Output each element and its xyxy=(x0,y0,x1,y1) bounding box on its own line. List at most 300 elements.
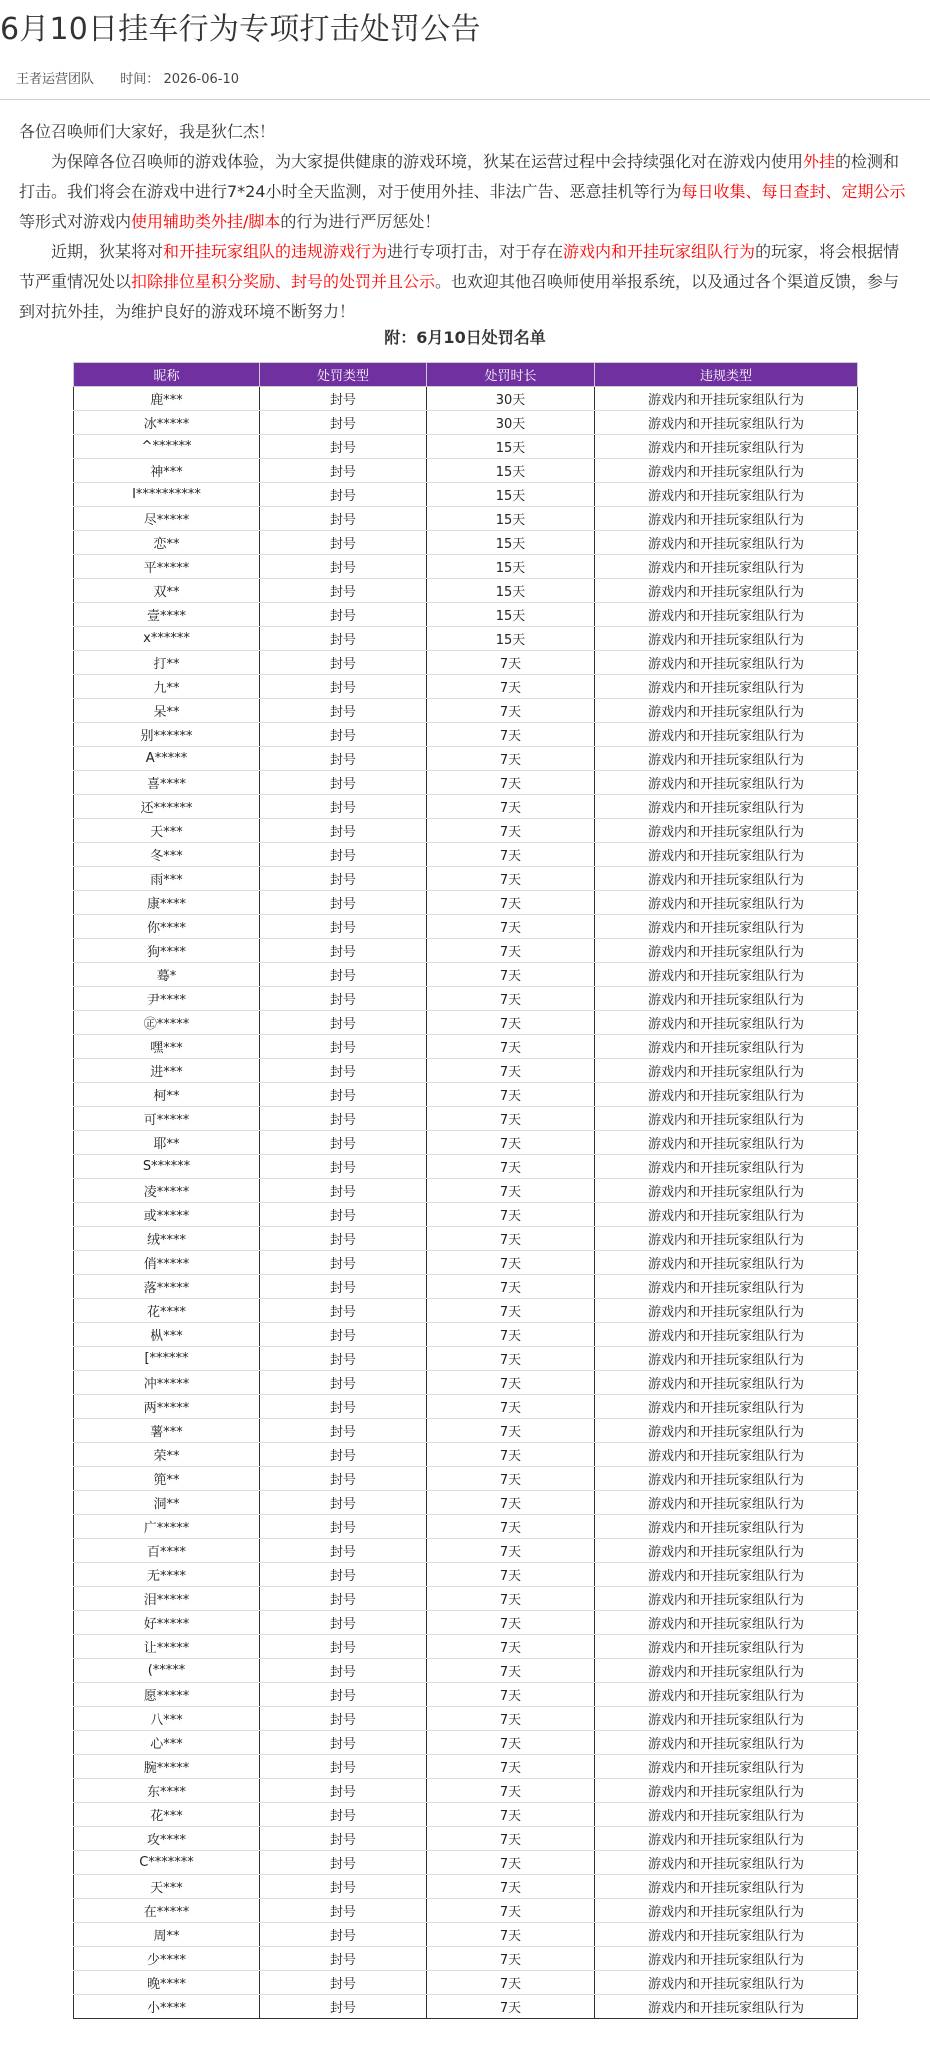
time-label: 时间： xyxy=(120,72,160,87)
violation-cell: 游戏内和开挂玩家组队行为 xyxy=(595,1347,858,1371)
violation-cell: 游戏内和开挂玩家组队行为 xyxy=(595,1779,858,1803)
nickname-cell: 晚**** xyxy=(74,1971,260,1995)
punish-type-cell: 封号 xyxy=(260,1659,427,1683)
duration-cell: 15天 xyxy=(427,555,595,579)
duration-cell: 7天 xyxy=(427,699,595,723)
nickname-cell: ^****** xyxy=(74,435,260,459)
violation-cell: 游戏内和开挂玩家组队行为 xyxy=(595,1179,858,1203)
table-row xyxy=(74,1611,858,1635)
table-row xyxy=(74,1059,858,1083)
punish-type-cell: 封号 xyxy=(260,1803,427,1827)
punish-type-cell: 封号 xyxy=(260,1299,427,1323)
text: 进行专项打击，对于存在 xyxy=(387,242,564,261)
punish-type-cell: 封号 xyxy=(260,795,427,819)
duration-cell: 7天 xyxy=(427,1515,595,1539)
nickname-cell: 篼** xyxy=(74,1467,260,1491)
table-row xyxy=(74,1347,858,1371)
duration-cell: 7天 xyxy=(427,651,595,675)
duration-cell: 7天 xyxy=(427,1923,595,1947)
violation-cell: 游戏内和开挂玩家组队行为 xyxy=(595,1899,858,1923)
table-row xyxy=(74,795,858,819)
duration-cell: 7天 xyxy=(427,1011,595,1035)
punish-type-cell: 封号 xyxy=(260,1059,427,1083)
duration-cell: 7天 xyxy=(427,1443,595,1467)
nickname-cell: ㊣***** xyxy=(74,1011,260,1035)
duration-cell: 15天 xyxy=(427,459,595,483)
duration-cell: 7天 xyxy=(427,987,595,1011)
duration-cell: 7天 xyxy=(427,1395,595,1419)
table-row xyxy=(74,627,858,651)
punish-type-cell: 封号 xyxy=(260,1347,427,1371)
duration-cell: 15天 xyxy=(427,579,595,603)
violation-cell: 游戏内和开挂玩家组队行为 xyxy=(595,675,858,699)
paragraph-2 xyxy=(19,237,911,327)
table-row xyxy=(74,1851,858,1875)
duration-cell: 7天 xyxy=(427,1779,595,1803)
violation-cell: 游戏内和开挂玩家组队行为 xyxy=(595,939,858,963)
violation-cell: 游戏内和开挂玩家组队行为 xyxy=(595,843,858,867)
nickname-cell: 心*** xyxy=(74,1731,260,1755)
punish-type-cell: 封号 xyxy=(260,1323,427,1347)
violation-cell: 游戏内和开挂玩家组队行为 xyxy=(595,1515,858,1539)
violation-cell: 游戏内和开挂玩家组队行为 xyxy=(595,1011,858,1035)
text: 等形式对游戏内 xyxy=(19,212,132,231)
nickname-cell: 让***** xyxy=(74,1635,260,1659)
violation-cell: 游戏内和开挂玩家组队行为 xyxy=(595,1707,858,1731)
nickname-cell: x****** xyxy=(74,627,260,651)
punish-type-cell: 封号 xyxy=(260,1611,427,1635)
article-meta xyxy=(16,68,239,87)
table-row xyxy=(74,1587,858,1611)
nickname-cell: 嘿*** xyxy=(74,1035,260,1059)
violation-cell: 游戏内和开挂玩家组队行为 xyxy=(595,1227,858,1251)
violation-cell: 游戏内和开挂玩家组队行为 xyxy=(595,1131,858,1155)
duration-cell: 7天 xyxy=(427,1491,595,1515)
duration-cell: 7天 xyxy=(427,1107,595,1131)
punish-type-cell: 封号 xyxy=(260,843,427,867)
table-row xyxy=(74,1827,858,1851)
duration-cell: 30天 xyxy=(427,387,595,411)
text: 。也欢迎其他召唤师使用举报系统，以及通过各个渠道反馈，参与到对抗外挂，为维护良好的游戏环境不断努力！ xyxy=(19,272,900,321)
duration-cell: 7天 xyxy=(427,1323,595,1347)
nickname-cell: 可***** xyxy=(74,1107,260,1131)
violation-cell: 游戏内和开挂玩家组队行为 xyxy=(595,1683,858,1707)
duration-cell: 7天 xyxy=(427,867,595,891)
duration-cell: 7天 xyxy=(427,723,595,747)
violation-cell: 游戏内和开挂玩家组队行为 xyxy=(595,987,858,1011)
punish-type-cell: 封号 xyxy=(260,531,427,555)
duration-cell: 7天 xyxy=(427,1419,595,1443)
violation-cell: 游戏内和开挂玩家组队行为 xyxy=(595,1107,858,1131)
table-row xyxy=(74,507,858,531)
nickname-cell: 尽***** xyxy=(74,507,260,531)
duration-cell: 7天 xyxy=(427,1155,595,1179)
violation-cell: 游戏内和开挂玩家组队行为 xyxy=(595,411,858,435)
nickname-cell: 攻**** xyxy=(74,1827,260,1851)
punish-type-cell: 封号 xyxy=(260,651,427,675)
nickname-cell: 东**** xyxy=(74,1779,260,1803)
article-body xyxy=(19,117,911,327)
nickname-cell: 薯*** xyxy=(74,1419,260,1443)
table-row xyxy=(74,819,858,843)
violation-cell: 游戏内和开挂玩家组队行为 xyxy=(595,1467,858,1491)
punish-type-cell: 封号 xyxy=(260,1083,427,1107)
nickname-cell: 八*** xyxy=(74,1707,260,1731)
violation-cell: 游戏内和开挂玩家组队行为 xyxy=(595,603,858,627)
duration-cell: 30天 xyxy=(427,411,595,435)
duration-cell: 7天 xyxy=(427,963,595,987)
nickname-cell: 好***** xyxy=(74,1611,260,1635)
duration-cell: 7天 xyxy=(427,1659,595,1683)
table-row xyxy=(74,891,858,915)
punish-type-cell: 封号 xyxy=(260,1947,427,1971)
duration-cell: 15天 xyxy=(427,435,595,459)
table-row xyxy=(74,1947,858,1971)
nickname-cell: 在***** xyxy=(74,1899,260,1923)
table-row xyxy=(74,1875,858,1899)
violation-cell: 游戏内和开挂玩家组队行为 xyxy=(595,1827,858,1851)
table-row xyxy=(74,1107,858,1131)
text: 的行为进行严厉惩处！ xyxy=(280,212,441,231)
text: 为保障各位召唤师的游戏体验，为大家提供健康的游戏环境，狄某在运营过程中会持续强化对在游戏内使用 xyxy=(51,152,804,171)
table-row xyxy=(74,1203,858,1227)
violation-cell: 游戏内和开挂玩家组队行为 xyxy=(595,1155,858,1179)
nickname-cell: 俏***** xyxy=(74,1251,260,1275)
paragraph-1 xyxy=(19,147,911,237)
punish-type-cell: 封号 xyxy=(260,867,427,891)
table-row xyxy=(74,1515,858,1539)
nickname-cell: 别****** xyxy=(74,723,260,747)
nickname-cell: A***** xyxy=(74,747,260,771)
nickname-cell: 天*** xyxy=(74,819,260,843)
duration-cell: 7天 xyxy=(427,1851,595,1875)
violation-cell: 游戏内和开挂玩家组队行为 xyxy=(595,1923,858,1947)
punish-type-cell: 封号 xyxy=(260,1971,427,1995)
table-row xyxy=(74,1995,858,2019)
violation-cell: 游戏内和开挂玩家组队行为 xyxy=(595,1947,858,1971)
violation-cell: 游戏内和开挂玩家组队行为 xyxy=(595,795,858,819)
text: 的玩家，将会根据情节严重情况处以 xyxy=(19,242,900,291)
punish-type-cell: 封号 xyxy=(260,1179,427,1203)
punish-type-cell: 封号 xyxy=(260,1635,427,1659)
punish-type-cell: 封号 xyxy=(260,1515,427,1539)
duration-cell: 7天 xyxy=(427,1755,595,1779)
duration-cell: 7天 xyxy=(427,747,595,771)
duration-cell: 7天 xyxy=(427,1587,595,1611)
text: 的检测和打击。我们将会在游戏中进行7*24小时全天监测，对于使用外挂、非法广告、恶意挂机等行为 xyxy=(19,152,900,201)
violation-cell: 游戏内和开挂玩家组队行为 xyxy=(595,1731,858,1755)
nickname-cell: (***** xyxy=(74,1659,260,1683)
violation-cell: 游戏内和开挂玩家组队行为 xyxy=(595,1035,858,1059)
punish-type-cell: 封号 xyxy=(260,1851,427,1875)
punish-type-cell: 封号 xyxy=(260,1587,427,1611)
table-row xyxy=(74,651,858,675)
violation-cell: 游戏内和开挂玩家组队行为 xyxy=(595,819,858,843)
punish-type-cell: 封号 xyxy=(260,915,427,939)
table-row xyxy=(74,1227,858,1251)
duration-cell: 7天 xyxy=(427,1875,595,1899)
nickname-cell: 耶** xyxy=(74,1131,260,1155)
publish-date: 2026-06-10 xyxy=(163,72,240,87)
violation-cell: 游戏内和开挂玩家组队行为 xyxy=(595,1083,858,1107)
punish-type-cell: 封号 xyxy=(260,555,427,579)
violation-cell: 游戏内和开挂玩家组队行为 xyxy=(595,867,858,891)
punish-type-cell: 封号 xyxy=(260,1395,427,1419)
nickname-cell: 泪***** xyxy=(74,1587,260,1611)
punish-type-cell: 封号 xyxy=(260,507,427,531)
punish-type-cell: 封号 xyxy=(260,483,427,507)
table-row xyxy=(74,1131,858,1155)
violation-cell: 游戏内和开挂玩家组队行为 xyxy=(595,1635,858,1659)
violation-cell: 游戏内和开挂玩家组队行为 xyxy=(595,1659,858,1683)
page-title: 6月10日挂车行为专项打击处罚公告 xyxy=(0,12,481,47)
nickname-cell: 花**** xyxy=(74,1299,260,1323)
duration-cell: 7天 xyxy=(427,1467,595,1491)
table-row xyxy=(74,1659,858,1683)
nickname-cell: C******* xyxy=(74,1851,260,1875)
punish-type-cell: 封号 xyxy=(260,675,427,699)
nickname-cell: 枞*** xyxy=(74,1323,260,1347)
punish-type-cell: 封号 xyxy=(260,819,427,843)
violation-cell: 游戏内和开挂玩家组队行为 xyxy=(595,507,858,531)
violation-cell: 游戏内和开挂玩家组队行为 xyxy=(595,1443,858,1467)
table-row xyxy=(74,1251,858,1275)
table-row xyxy=(74,555,858,579)
duration-cell: 7天 xyxy=(427,1179,595,1203)
nickname-cell: 腕***** xyxy=(74,1755,260,1779)
table-row xyxy=(74,1011,858,1035)
punish-type-cell: 封号 xyxy=(260,1779,427,1803)
violation-cell: 游戏内和开挂玩家组队行为 xyxy=(595,723,858,747)
punish-type-cell: 封号 xyxy=(260,603,427,627)
duration-cell: 7天 xyxy=(427,1971,595,1995)
table-row xyxy=(74,1803,858,1827)
nickname-cell: 天*** xyxy=(74,1875,260,1899)
violation-cell: 游戏内和开挂玩家组队行为 xyxy=(595,699,858,723)
highlight-text: 和开挂玩家组队的违规游戏行为 xyxy=(163,242,388,261)
nickname-cell: 蓦* xyxy=(74,963,260,987)
duration-cell: 7天 xyxy=(427,843,595,867)
table-row xyxy=(74,579,858,603)
table-row xyxy=(74,723,858,747)
punish-type-cell: 封号 xyxy=(260,387,427,411)
violation-cell: 游戏内和开挂玩家组队行为 xyxy=(595,579,858,603)
duration-cell: 7天 xyxy=(427,1539,595,1563)
violation-cell: 游戏内和开挂玩家组队行为 xyxy=(595,459,858,483)
violation-cell: 游戏内和开挂玩家组队行为 xyxy=(595,1323,858,1347)
table-row xyxy=(74,1083,858,1107)
nickname-cell: 柯** xyxy=(74,1083,260,1107)
punish-type-cell: 封号 xyxy=(260,1707,427,1731)
duration-cell: 7天 xyxy=(427,1683,595,1707)
nickname-cell: 还****** xyxy=(74,795,260,819)
duration-cell: 7天 xyxy=(427,891,595,915)
table-header-row xyxy=(74,363,858,387)
nickname-cell: 花*** xyxy=(74,1803,260,1827)
nickname-cell: 康**** xyxy=(74,891,260,915)
duration-cell: 7天 xyxy=(427,1947,595,1971)
table-row xyxy=(74,1179,858,1203)
duration-cell: 7天 xyxy=(427,939,595,963)
punish-type-cell: 封号 xyxy=(260,747,427,771)
violation-cell: 游戏内和开挂玩家组队行为 xyxy=(595,1971,858,1995)
violation-cell: 游戏内和开挂玩家组队行为 xyxy=(595,1875,858,1899)
punish-type-cell: 封号 xyxy=(260,1899,427,1923)
punish-type-cell: 封号 xyxy=(260,1755,427,1779)
table-row xyxy=(74,1707,858,1731)
punishment-table xyxy=(73,362,858,2019)
nickname-cell: 进*** xyxy=(74,1059,260,1083)
nickname-cell: 周** xyxy=(74,1923,260,1947)
table-row xyxy=(74,867,858,891)
duration-cell: 7天 xyxy=(427,1227,595,1251)
table-body xyxy=(74,387,858,2019)
nickname-cell: [****** xyxy=(74,1347,260,1371)
header-punish-type: 处罚类型 xyxy=(260,363,427,387)
violation-cell: 游戏内和开挂玩家组队行为 xyxy=(595,1491,858,1515)
punish-type-cell: 封号 xyxy=(260,627,427,651)
punish-type-cell: 封号 xyxy=(260,771,427,795)
author: 王者运营团队 xyxy=(16,72,95,87)
violation-cell: 游戏内和开挂玩家组队行为 xyxy=(595,1395,858,1419)
header-violation: 违规类型 xyxy=(595,363,858,387)
duration-cell: 7天 xyxy=(427,771,595,795)
violation-cell: 游戏内和开挂玩家组队行为 xyxy=(595,771,858,795)
header-duration: 处罚时长 xyxy=(427,363,595,387)
table-row xyxy=(74,1299,858,1323)
punish-type-cell: 封号 xyxy=(260,1995,427,2019)
punish-type-cell: 封号 xyxy=(260,891,427,915)
punish-type-cell: 封号 xyxy=(260,1443,427,1467)
highlight-text: 游戏内和开挂玩家组队行为 xyxy=(563,242,756,261)
violation-cell: 游戏内和开挂玩家组队行为 xyxy=(595,1803,858,1827)
punish-type-cell: 封号 xyxy=(260,987,427,1011)
duration-cell: 15天 xyxy=(427,627,595,651)
nickname-cell: 鹿*** xyxy=(74,387,260,411)
table-row xyxy=(74,1443,858,1467)
greeting: 各位召唤师们大家好，我是狄仁杰！ xyxy=(19,122,276,141)
table-row xyxy=(74,1635,858,1659)
nickname-cell: 打** xyxy=(74,651,260,675)
nickname-cell: 你**** xyxy=(74,915,260,939)
table-row xyxy=(74,531,858,555)
table-row xyxy=(74,963,858,987)
duration-cell: 7天 xyxy=(427,1827,595,1851)
nickname-cell: 荣** xyxy=(74,1443,260,1467)
table-row xyxy=(74,1731,858,1755)
nickname-cell: 少**** xyxy=(74,1947,260,1971)
duration-cell: 7天 xyxy=(427,1059,595,1083)
highlight-text: 使用辅助类外挂/脚本 xyxy=(131,212,281,231)
nickname-cell: 狗**** xyxy=(74,939,260,963)
duration-cell: 7天 xyxy=(427,1203,595,1227)
punish-type-cell: 封号 xyxy=(260,1155,427,1179)
table-row xyxy=(74,939,858,963)
duration-cell: 15天 xyxy=(427,483,595,507)
nickname-cell: 平***** xyxy=(74,555,260,579)
nickname-cell: 凌***** xyxy=(74,1179,260,1203)
duration-cell: 7天 xyxy=(427,1083,595,1107)
nickname-cell: 洞** xyxy=(74,1491,260,1515)
punish-type-cell: 封号 xyxy=(260,459,427,483)
duration-cell: 7天 xyxy=(427,1803,595,1827)
duration-cell: 7天 xyxy=(427,1611,595,1635)
table-row xyxy=(74,1275,858,1299)
nickname-cell: I********** xyxy=(74,483,260,507)
duration-cell: 15天 xyxy=(427,603,595,627)
nickname-cell: 呆** xyxy=(74,699,260,723)
punish-type-cell: 封号 xyxy=(260,1875,427,1899)
punish-type-cell: 封号 xyxy=(260,963,427,987)
table-row xyxy=(74,843,858,867)
nickname-cell: 神*** xyxy=(74,459,260,483)
nickname-cell: 落***** xyxy=(74,1275,260,1299)
punish-type-cell: 封号 xyxy=(260,579,427,603)
table-title: 附：6月10日处罚名单 xyxy=(384,328,546,347)
table-row xyxy=(74,1323,858,1347)
violation-cell: 游戏内和开挂玩家组队行为 xyxy=(595,651,858,675)
table-row xyxy=(74,747,858,771)
nickname-cell: S****** xyxy=(74,1155,260,1179)
violation-cell: 游戏内和开挂玩家组队行为 xyxy=(595,387,858,411)
violation-cell: 游戏内和开挂玩家组队行为 xyxy=(595,1419,858,1443)
table-row xyxy=(74,435,858,459)
nickname-cell: 小**** xyxy=(74,1995,260,2019)
punish-type-cell: 封号 xyxy=(260,1035,427,1059)
table-row xyxy=(74,915,858,939)
table-row xyxy=(74,987,858,1011)
punish-type-cell: 封号 xyxy=(260,1539,427,1563)
table-row xyxy=(74,1395,858,1419)
violation-cell: 游戏内和开挂玩家组队行为 xyxy=(595,1371,858,1395)
table-row xyxy=(74,1563,858,1587)
punish-type-cell: 封号 xyxy=(260,1275,427,1299)
article-header xyxy=(0,0,930,100)
nickname-cell: 两***** xyxy=(74,1395,260,1419)
nickname-cell: 尹**** xyxy=(74,987,260,1011)
duration-cell: 15天 xyxy=(427,531,595,555)
violation-cell: 游戏内和开挂玩家组队行为 xyxy=(595,747,858,771)
violation-cell: 游戏内和开挂玩家组队行为 xyxy=(595,891,858,915)
duration-cell: 7天 xyxy=(427,795,595,819)
violation-cell: 游戏内和开挂玩家组队行为 xyxy=(595,963,858,987)
nickname-cell: 冰***** xyxy=(74,411,260,435)
violation-cell: 游戏内和开挂玩家组队行为 xyxy=(595,1995,858,2019)
punish-type-cell: 封号 xyxy=(260,1227,427,1251)
violation-cell: 游戏内和开挂玩家组队行为 xyxy=(595,435,858,459)
duration-cell: 7天 xyxy=(427,675,595,699)
table-row xyxy=(74,387,858,411)
nickname-cell: 百**** xyxy=(74,1539,260,1563)
nickname-cell: 雨*** xyxy=(74,867,260,891)
duration-cell: 7天 xyxy=(427,1995,595,2019)
duration-cell: 7天 xyxy=(427,1347,595,1371)
table-row xyxy=(74,1899,858,1923)
violation-cell: 游戏内和开挂玩家组队行为 xyxy=(595,1851,858,1875)
nickname-cell: 壹**** xyxy=(74,603,260,627)
table-row xyxy=(74,603,858,627)
duration-cell: 7天 xyxy=(427,819,595,843)
table-row xyxy=(74,1923,858,1947)
punish-type-cell: 封号 xyxy=(260,1923,427,1947)
duration-cell: 7天 xyxy=(427,1275,595,1299)
punish-type-cell: 封号 xyxy=(260,1491,427,1515)
violation-cell: 游戏内和开挂玩家组队行为 xyxy=(595,555,858,579)
punish-type-cell: 封号 xyxy=(260,1563,427,1587)
duration-cell: 7天 xyxy=(427,1899,595,1923)
nickname-cell: 恋** xyxy=(74,531,260,555)
violation-cell: 游戏内和开挂玩家组队行为 xyxy=(595,1059,858,1083)
